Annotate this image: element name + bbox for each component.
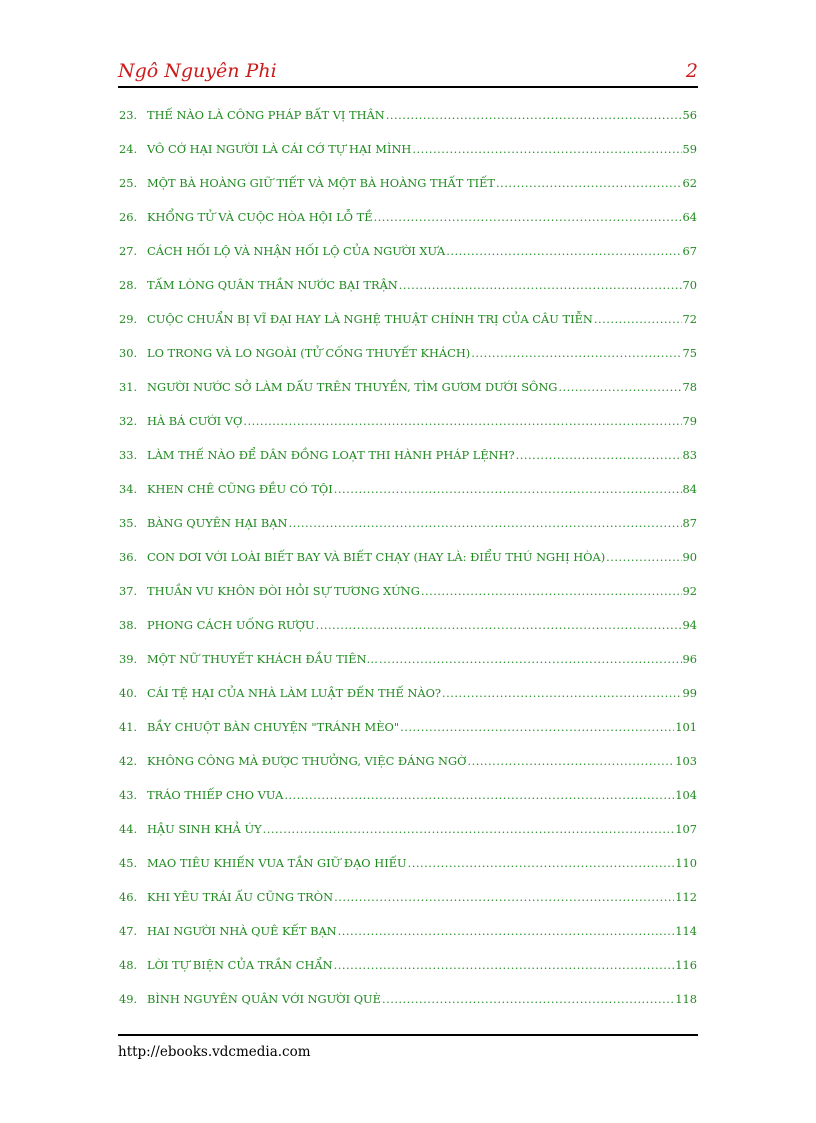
toc-entry-title: THUẦN VU KHÔN ĐÒI HỎI SỰ TƯƠNG XỨNG bbox=[147, 584, 420, 598]
toc-leader-dots bbox=[594, 312, 682, 326]
toc-entry-title: LO TRONG VÀ LO NGOÀI (TỬ CỐNG THUYẾT KHÁCH) bbox=[147, 346, 471, 360]
toc-entry[interactable] bbox=[119, 584, 697, 618]
page-header bbox=[118, 60, 698, 86]
toc-entry-page: 72 bbox=[682, 312, 697, 326]
toc-leader-dots bbox=[558, 380, 681, 394]
footer-url[interactable]: http://ebooks.vdcmedia.com bbox=[118, 1044, 311, 1060]
toc-entry-number: 28. bbox=[119, 278, 138, 292]
toc-leader-dots bbox=[408, 856, 675, 870]
toc-entry-title: BÌNH NGUYÊN QUÂN VỚI NGƯỜI QUÈ bbox=[147, 992, 381, 1006]
toc-entry-number: 27. bbox=[119, 244, 138, 258]
toc-entry-title: CÁCH HỐI LỘ VÀ NHẬN HỐI LỘ CỦA NGƯỜI XƯA bbox=[147, 244, 446, 258]
toc-leader-dots bbox=[289, 516, 682, 530]
toc-entry-title: BÀNG QUYÊN HẠI BẠN bbox=[147, 516, 288, 530]
toc-leader-dots bbox=[374, 210, 682, 224]
toc-entry-title: KHỔNG TỬ VÀ CUỘC HÒA HỘI LỖ TỀ bbox=[147, 210, 373, 224]
toc-leader-dots bbox=[442, 686, 681, 700]
toc-entry-page: 83 bbox=[682, 448, 697, 462]
toc-entry-title: KHEN CHÊ CŨNG ĐỀU CÓ TỘI bbox=[147, 482, 333, 496]
toc-entry-title: HÀ BÁ CƯỚI VỢ bbox=[147, 414, 243, 428]
toc-entry-page: 78 bbox=[682, 380, 697, 394]
toc-entry-page: 112 bbox=[675, 890, 697, 904]
toc-entry-title: TRÁO THIẾP CHO VUA bbox=[147, 788, 284, 802]
toc-leader-dots bbox=[379, 652, 682, 666]
toc-entry-number: 48. bbox=[119, 958, 138, 972]
toc-entry-title: VÔ CỚ HẠI NGƯỜI LÀ CÁI CỚ TỰ HẠI MÌNH bbox=[147, 142, 412, 156]
toc-leader-dots bbox=[338, 924, 675, 938]
toc-entry-page: 92 bbox=[682, 584, 697, 598]
toc-entry-page: 104 bbox=[675, 788, 697, 802]
toc-leader-dots bbox=[316, 618, 682, 632]
toc-entry-page: 64 bbox=[682, 210, 697, 224]
toc-leader-dots bbox=[386, 108, 682, 122]
toc-entry-title: TẤM LÒNG QUÂN THẦN NƯỚC BẠI TRẬN bbox=[147, 278, 398, 292]
toc-entry[interactable] bbox=[119, 652, 697, 686]
toc-entry[interactable] bbox=[119, 822, 697, 856]
toc-entry[interactable] bbox=[119, 244, 697, 278]
toc-entry-number: 35. bbox=[119, 516, 138, 530]
toc-entry-page: 62 bbox=[682, 176, 697, 190]
toc-entry-number: 24. bbox=[119, 142, 138, 156]
toc-entry-title: MAO TIÊU KHIẾN VUA TẦN GIỮ ĐẠO HIẾU bbox=[147, 856, 407, 870]
toc-entry-number: 23. bbox=[119, 108, 138, 122]
toc-entry[interactable] bbox=[119, 142, 697, 176]
toc-entry-number: 47. bbox=[119, 924, 138, 938]
toc-entry-number: 30. bbox=[119, 346, 138, 360]
toc-entry[interactable] bbox=[119, 448, 697, 482]
toc-leader-dots bbox=[284, 788, 674, 802]
toc-entry[interactable] bbox=[119, 856, 697, 890]
toc-entry[interactable] bbox=[119, 550, 697, 584]
toc-leader-dots bbox=[496, 176, 682, 190]
toc-entry[interactable] bbox=[119, 414, 697, 448]
toc-entry[interactable] bbox=[119, 346, 697, 380]
toc-entry-number: 42. bbox=[119, 754, 138, 768]
toc-entry[interactable] bbox=[119, 924, 697, 958]
toc-entry-title: HẬU SINH KHẢ ÚY bbox=[147, 822, 262, 836]
toc-leader-dots bbox=[412, 142, 681, 156]
toc-entry[interactable] bbox=[119, 890, 697, 924]
toc-entry-page: 114 bbox=[675, 924, 697, 938]
toc-leader-dots bbox=[243, 414, 681, 428]
toc-entry-page: 101 bbox=[675, 720, 697, 734]
toc-entry-title: KHI YÊU TRÁI ẤU CŨNG TRÒN bbox=[147, 890, 334, 904]
header-rule bbox=[118, 86, 698, 88]
toc-entry-number: 32. bbox=[119, 414, 138, 428]
toc-entry-title: MỘT BÀ HOÀNG GIỮ TIẾT VÀ MỘT BÀ HOÀNG THẤT TIẾT bbox=[147, 176, 495, 190]
toc-entry-number: 26. bbox=[119, 210, 138, 224]
page-number: 2 bbox=[685, 60, 698, 82]
toc-leader-dots bbox=[399, 278, 682, 292]
toc-entry[interactable] bbox=[119, 618, 697, 652]
toc-leader-dots bbox=[334, 482, 682, 496]
toc-entry[interactable] bbox=[119, 482, 697, 516]
footer-rule bbox=[118, 1034, 698, 1036]
toc-entry-number: 37. bbox=[119, 584, 138, 598]
toc-entry-page: 90 bbox=[682, 550, 697, 564]
toc-entry-page: 75 bbox=[682, 346, 697, 360]
toc-entry-title: THẾ NÀO LÀ CÔNG PHÁP BẤT VỊ THÂN bbox=[147, 108, 385, 122]
toc-entry-number: 41. bbox=[119, 720, 138, 734]
toc-entry-number: 31. bbox=[119, 380, 138, 394]
toc-leader-dots bbox=[400, 720, 674, 734]
author-name: Ngô Nguyên Phi bbox=[118, 60, 277, 82]
toc-entry[interactable] bbox=[119, 754, 697, 788]
toc-entry-page: 118 bbox=[675, 992, 697, 1006]
toc-entry[interactable] bbox=[119, 720, 697, 754]
toc-entry-page: 116 bbox=[675, 958, 697, 972]
toc-entry-title: NGƯỜI NƯỚC SỞ LÀM DẤU TRÊN THUYỀN, TÌM GƯƠM DƯỚI SÔNG bbox=[147, 380, 558, 394]
toc-entry-number: 46. bbox=[119, 890, 138, 904]
toc-entry-page: 59 bbox=[682, 142, 697, 156]
toc-leader-dots bbox=[334, 890, 674, 904]
toc-entry[interactable] bbox=[119, 992, 697, 1026]
toc-entry-title: CUỘC CHUẨN BỊ VĨ ĐẠI HAY LÀ NGHỆ THUẬT CHÍNH TRỊ CỦA CÂU TIỄN bbox=[147, 312, 593, 326]
toc-leader-dots bbox=[446, 244, 681, 258]
toc-entry[interactable] bbox=[119, 788, 697, 822]
toc-leader-dots bbox=[516, 448, 682, 462]
toc-entry-number: 39. bbox=[119, 652, 138, 666]
toc-entry-number: 38. bbox=[119, 618, 138, 632]
toc-entry-page: 103 bbox=[675, 754, 697, 768]
toc-entry[interactable] bbox=[119, 278, 697, 312]
toc-entry-page: 70 bbox=[682, 278, 697, 292]
toc-entry-number: 43. bbox=[119, 788, 138, 802]
toc-leader-dots bbox=[334, 958, 675, 972]
table-of-contents bbox=[119, 108, 697, 1026]
toc-entry-title: MỘT NỮ THUYẾT KHÁCH ĐẦU TIÊN… bbox=[147, 652, 378, 666]
toc-entry[interactable] bbox=[119, 958, 697, 992]
toc-entry-title: HAI NGƯỜI NHÀ QUÊ KẾT BẠN bbox=[147, 924, 337, 938]
toc-entry[interactable] bbox=[119, 210, 697, 244]
toc-leader-dots bbox=[606, 550, 681, 564]
toc-entry[interactable] bbox=[119, 176, 697, 210]
toc-entry-title: LỜI TỰ BIỆN CỦA TRẦN CHẨN bbox=[147, 958, 333, 972]
toc-entry-page: 87 bbox=[682, 516, 697, 530]
toc-entry-title: LÀM THẾ NÀO ĐỂ DÂN ĐỒNG LOẠT THI HÀNH PHÁP LỆNH? bbox=[147, 448, 515, 462]
toc-entry-page: 110 bbox=[675, 856, 697, 870]
toc-entry[interactable] bbox=[119, 108, 697, 142]
toc-entry-page: 94 bbox=[682, 618, 697, 632]
toc-entry[interactable] bbox=[119, 516, 697, 550]
toc-entry-title: BẦY CHUỘT BÀN CHUYỆN "TRÁNH MÈO" bbox=[147, 720, 400, 734]
toc-entry-title: PHONG CÁCH UỐNG RƯỢU bbox=[147, 618, 315, 632]
toc-leader-dots bbox=[471, 346, 681, 360]
toc-entry-title: CON DƠI VỚI LOÀI BIẾT BAY VÀ BIẾT CHẠY (HAY LÀ: ĐIỂU THÚ NGHỊ HÒA) bbox=[147, 550, 606, 564]
toc-entry-title: CÁI TỆ HẠI CỦA NHÀ LÀM LUẬT ĐẾN THẾ NÀO? bbox=[147, 686, 442, 700]
toc-entry-page: 56 bbox=[682, 108, 697, 122]
toc-entry-page: 79 bbox=[682, 414, 697, 428]
toc-entry-number: 40. bbox=[119, 686, 138, 700]
toc-entry-number: 34. bbox=[119, 482, 138, 496]
toc-entry[interactable] bbox=[119, 312, 697, 346]
toc-entry-number: 33. bbox=[119, 448, 138, 462]
toc-entry[interactable] bbox=[119, 380, 697, 414]
toc-entry-number: 25. bbox=[119, 176, 138, 190]
toc-entry[interactable] bbox=[119, 686, 697, 720]
toc-entry-page: 107 bbox=[675, 822, 697, 836]
toc-entry-page: 84 bbox=[682, 482, 697, 496]
toc-entry-number: 36. bbox=[119, 550, 138, 564]
toc-entry-number: 44. bbox=[119, 822, 138, 836]
toc-entry-number: 29. bbox=[119, 312, 138, 326]
toc-entry-page: 67 bbox=[682, 244, 697, 258]
toc-entry-page: 96 bbox=[682, 652, 697, 666]
toc-entry-number: 49. bbox=[119, 992, 138, 1006]
toc-leader-dots bbox=[263, 822, 675, 836]
toc-leader-dots bbox=[421, 584, 682, 598]
toc-leader-dots bbox=[382, 992, 674, 1006]
toc-entry-page: 99 bbox=[682, 686, 697, 700]
toc-leader-dots bbox=[467, 754, 674, 768]
toc-entry-number: 45. bbox=[119, 856, 138, 870]
toc-entry-title: KHÔNG CÔNG MÀ ĐƯỢC THƯỞNG, VIỆC ĐÁNG NGỜ bbox=[147, 754, 467, 768]
